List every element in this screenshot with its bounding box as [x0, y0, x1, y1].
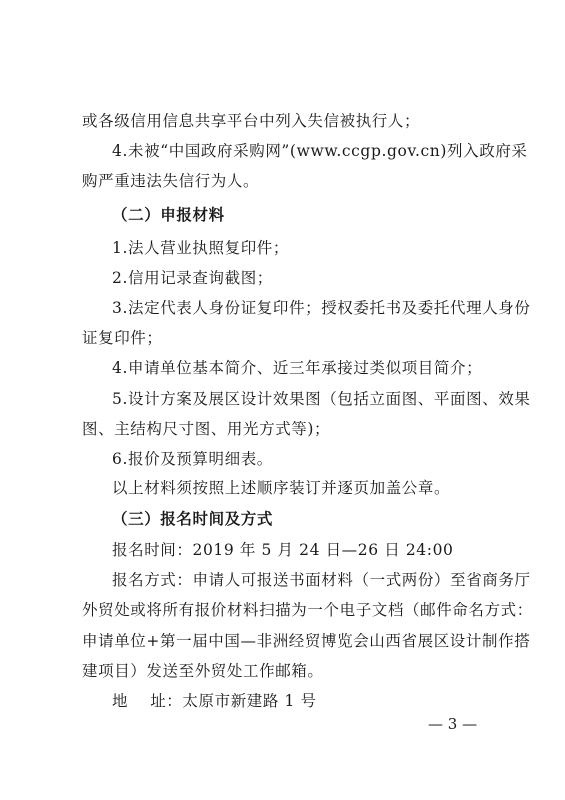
- text-line: 5.设计方案及展区设计效果图（包括立面图、平面图、效果: [112, 390, 531, 408]
- text-line: 申请单位+第一届中国—非洲经贸博览会山西省展区设计制作搭: [82, 632, 531, 650]
- section-heading: （三）报名时间及方式: [112, 509, 274, 528]
- text-line: 6.报价及预算明细表。: [112, 450, 273, 468]
- text-line: 4.未被“中国政府采购网”(www.ccgp.gov.cn)列入政府采: [112, 142, 528, 160]
- text-line: 3.法定代表人身份证复印件；授权委托书及委托代理人身份: [112, 299, 531, 317]
- text-line: 购严重违法失信行为人。: [82, 172, 260, 190]
- page-number: — 3 —: [428, 715, 478, 733]
- text-line: 报名时间：2019 年 5 月 24 日—26 日 24:00: [112, 541, 454, 559]
- text-line: 证复印件；: [82, 329, 163, 347]
- text-line: 外贸处或将所有报价材料扫描为一个电子文档（邮件命名方式：: [82, 601, 533, 619]
- text-line: 4.申请单位基本简介、近三年承接过类似项目简介；: [112, 359, 483, 377]
- text-line: 或各级信用信息共享平台中列入失信被执行人；: [82, 112, 421, 130]
- text-line: 地 址：太原市新建路 1 号: [112, 692, 317, 710]
- text-line: 报名方式：申请人可报送书面材料（一式两份）至省商务厅: [112, 571, 531, 589]
- section-heading: （二）申报材料: [112, 205, 225, 224]
- text-line: 以上材料须按照上述顺序装订并逐页加盖公章。: [112, 479, 451, 497]
- text-line: 2.信用记录查询截图；: [112, 269, 273, 287]
- text-line: 1.法人营业执照复印件；: [112, 239, 289, 257]
- text-line: 图、主结构尺寸图、用光方式等)；: [82, 420, 331, 438]
- text-line: 建项目）发送至外贸处工作邮箱。: [82, 662, 324, 680]
